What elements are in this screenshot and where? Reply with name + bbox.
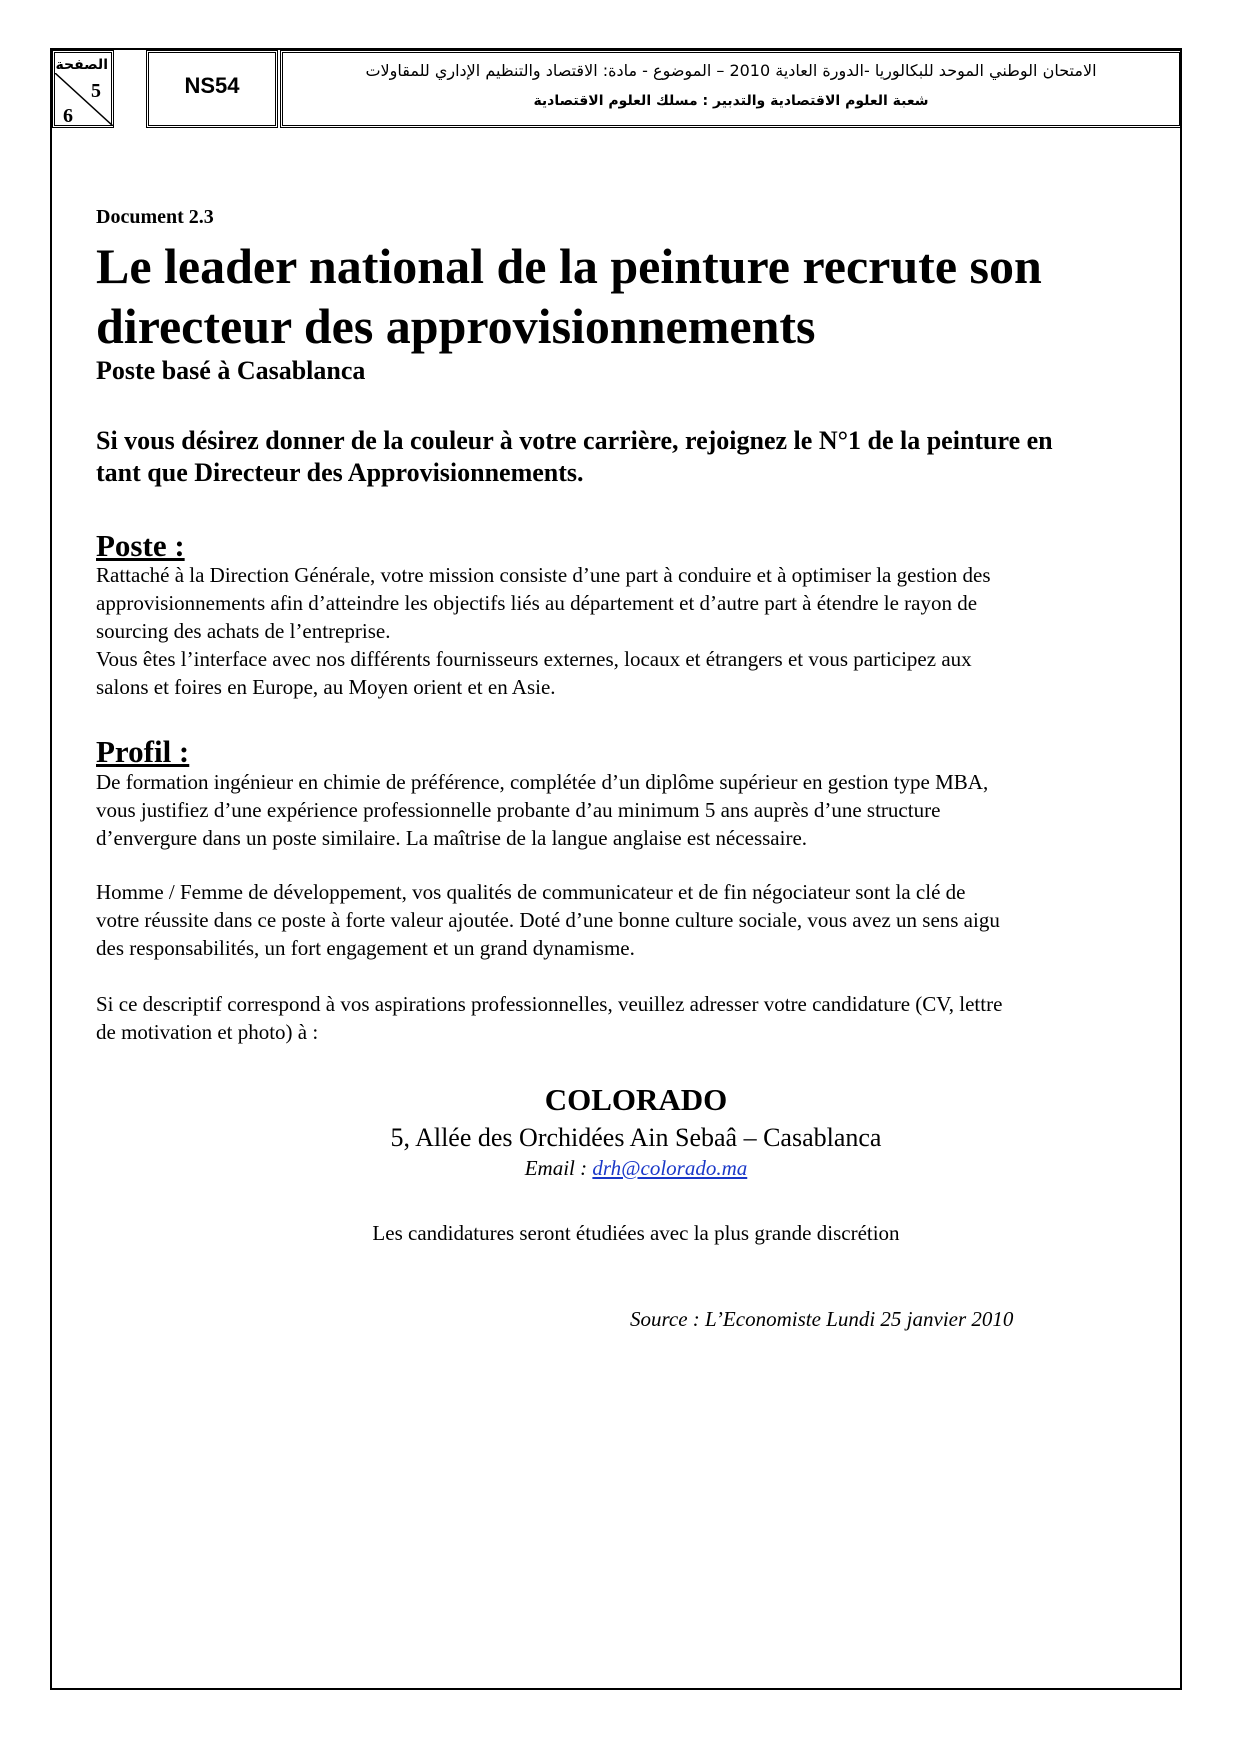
intro-text [96, 425, 1176, 489]
document-label: Document 2.3 [96, 206, 214, 228]
profil-paragraph-3 [96, 990, 1176, 1046]
headline-line1: Le leader national de la peinture recrute son [96, 238, 1042, 294]
profil-line: Si ce descriptif correspond à vos aspirations professionnelles, veuillez adresser votre candidature (CV, lettre [96, 992, 1003, 1016]
page-current: 5 [91, 80, 101, 102]
email-label: Email : [524, 1156, 593, 1180]
headline-line2: directeur des approvisionnements [96, 298, 816, 354]
exam-title-line1: الامتحان الوطني الموحد للبكالوريا -الدورة العادية 2010 – الموضوع - مادة: الاقتصاد والتنظيم الإداري للمقاولات [365, 61, 1097, 80]
discretion-note: Les candidatures seront étudiées avec la plus grande discrétion [372, 1221, 900, 1245]
exam-code: NS54 [184, 73, 240, 98]
profil-line: votre réussite dans ce poste à forte valeur ajoutée. Doté d’une bonne culture sociale, vous avez un sens aigu [96, 908, 1000, 932]
section-title-profil: Profil : [96, 734, 190, 769]
company-address: 5, Allée des Orchidées Ain Sebaâ – Casablanca [390, 1123, 882, 1152]
company-name: COLORADO [544, 1082, 728, 1117]
subtitle: Poste basé à Casablanca [96, 356, 366, 385]
profil-line: de motivation et photo) à : [96, 1020, 319, 1044]
page-total: 6 [63, 105, 73, 127]
exam-title-box [280, 50, 1182, 128]
email-link[interactable]: drh@colorado.ma [592, 1156, 748, 1180]
poste-line: Rattaché à la Direction Générale, votre mission consiste d’une part à conduire et à optimiser la gestion des [96, 563, 991, 587]
profil-line: d’envergure dans un poste similaire. La maîtrise de la langue anglaise est nécessaire. [96, 826, 808, 850]
poste-line: Vous êtes l’interface avec nos différents fournisseurs externes, locaux et étrangers et vous participez aux [96, 647, 972, 671]
page-number-box [52, 50, 114, 128]
poste-paragraph [96, 561, 1176, 701]
email-line [96, 1156, 1176, 1181]
poste-line: salons et foires en Europe, au Moyen orient et en Asie. [96, 675, 556, 699]
section-title-poste: Poste : [96, 528, 185, 563]
profil-paragraph-2 [96, 878, 1176, 962]
page-label: الصفحة [55, 57, 108, 73]
profil-line: des responsabilités, un fort engagement et un grand dynamisme. [96, 936, 635, 960]
exam-code-box [146, 50, 278, 128]
intro-line1: Si vous désirez donner de la couleur à votre carrière, rejoignez le N°1 de la peinture en [96, 426, 1053, 455]
profil-line: De formation ingénieur en chimie de préférence, complétée d’un diplôme supérieur en gestion type MBA, [96, 770, 989, 794]
profil-line: vous justifiez d’une expérience professionnelle probante d’au minimum 5 ans auprès d’une structure [96, 798, 941, 822]
profil-line: Homme / Femme de développement, vos qualités de communicateur et de fin négociateur sont la clé de [96, 880, 966, 904]
source-citation: Source : L’Economiste Lundi 25 janvier 2010 [630, 1307, 1014, 1331]
poste-line: approvisionnements afin d’atteindre les objectifs liés au département et d’autre part à étendre le rayon de [96, 591, 978, 615]
profil-paragraph-1 [96, 768, 1176, 852]
intro-line2: tant que Directeur des Approvisionnements. [96, 458, 584, 487]
poste-line: sourcing des achats de l’entreprise. [96, 619, 391, 643]
headline [96, 236, 1156, 356]
exam-title-line2: شعبة العلوم الاقتصادية والتدبير : مسلك العلوم الاقتصادية [533, 93, 929, 109]
